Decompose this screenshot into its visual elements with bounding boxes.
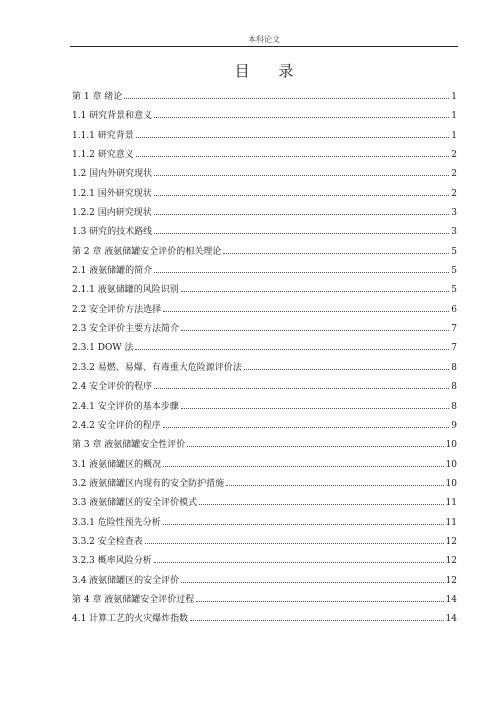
toc-entry-label: 1.1.2 研究意义 — [72, 150, 134, 161]
toc-entry-page: 8 — [451, 401, 457, 412]
toc-entry-page: 1 — [451, 130, 457, 141]
toc-entry-label: 2.3.2 易燃、易爆、有毒重大危险源评价法 — [72, 362, 242, 373]
dot-leader — [135, 341, 449, 350]
toc-entry[interactable] — [72, 361, 457, 380]
toc-entry[interactable] — [72, 419, 457, 438]
dot-leader — [154, 206, 449, 215]
toc-entry[interactable] — [72, 264, 457, 283]
dot-leader — [190, 612, 443, 621]
dot-leader — [145, 535, 444, 544]
toc-entry-page: 5 — [451, 266, 457, 277]
toc-entry-page: 11 — [445, 498, 457, 509]
toc-entry[interactable] — [72, 554, 457, 573]
toc-entry-label: 2.3 安全评价主要方法简介 — [72, 324, 180, 335]
toc-entry-page: 2 — [451, 169, 457, 180]
toc-entry-label: 3.3 液氨储罐区的安全评价模式 — [72, 498, 198, 509]
toc-entry-page: 5 — [451, 285, 457, 296]
dot-leader — [154, 554, 444, 563]
toc-entry-label: 2.3.1 DOW 法 — [72, 343, 134, 354]
dot-leader — [154, 225, 449, 234]
dot-leader — [181, 400, 449, 409]
dot-leader — [154, 380, 449, 389]
dot-leader — [163, 303, 449, 312]
toc-entry[interactable] — [72, 129, 457, 148]
toc-entry-page: 3 — [451, 227, 457, 238]
toc-entry[interactable] — [72, 516, 457, 535]
toc-entry-label: 2.4 安全评价的程序 — [72, 382, 153, 393]
toc-entry[interactable] — [72, 380, 457, 399]
toc-entry-page: 5 — [451, 246, 457, 257]
dot-leader — [199, 496, 443, 505]
toc-title: 目 录 — [234, 62, 306, 80]
toc-entry-label: 2.1.1 液氨储罐的风险识别 — [72, 285, 179, 296]
toc-entry-page: 2 — [451, 188, 457, 199]
toc-entry[interactable] — [72, 612, 457, 631]
toc-entry-page: 8 — [451, 382, 457, 393]
dot-leader — [187, 438, 443, 447]
toc-entry-page: 2 — [451, 150, 457, 161]
toc-entry-page: 14 — [445, 614, 457, 625]
toc-entry[interactable] — [72, 167, 457, 186]
toc-entry-page: 12 — [445, 556, 457, 567]
toc-entry[interactable] — [72, 535, 457, 554]
header-rule — [70, 46, 458, 47]
dot-leader — [226, 477, 443, 486]
dot-leader — [163, 419, 449, 428]
toc-entry[interactable] — [72, 341, 457, 360]
toc-entry[interactable] — [72, 109, 457, 128]
toc-entry-label: 2.4.1 安全评价的基本步骤 — [72, 401, 179, 412]
dot-leader — [163, 516, 444, 525]
dot-leader — [196, 593, 443, 602]
toc-entry-label: 1.1.1 研究背景 — [72, 130, 134, 141]
toc-entry[interactable] — [72, 400, 457, 419]
toc-entry-label: 1.2 国内外研究现状 — [72, 169, 153, 180]
toc-entry-label: 1.3 研究的技术路线 — [72, 227, 153, 238]
toc-entry-label: 2.2 安全评价方法选择 — [72, 304, 162, 315]
toc-entry-label: 第 3 章 液氨储罐安全性评价 — [72, 440, 186, 451]
toc-entry-page: 3 — [451, 208, 457, 219]
toc-entry[interactable] — [72, 496, 457, 515]
toc-entry-page: 10 — [445, 478, 457, 489]
toc-entry-page: 6 — [451, 304, 457, 315]
toc-entry-label: 2.4.2 安全评价的程序 — [72, 420, 161, 431]
toc-entry[interactable] — [72, 477, 457, 496]
toc-entry-label: 2.1 液氨储罐的简介 — [72, 266, 153, 277]
toc-entry[interactable] — [72, 322, 457, 341]
toc-entry-page: 1 — [451, 92, 457, 102]
dot-leader — [181, 574, 443, 583]
toc-entry-page: 10 — [445, 459, 457, 470]
dot-leader — [124, 90, 449, 99]
dot-leader — [136, 148, 449, 157]
dot-leader — [154, 187, 449, 196]
toc-entry-page: 7 — [451, 324, 457, 335]
toc-entry-label: 3.4 液氨储罐区的安全评价 — [72, 575, 180, 586]
toc-entry-label: 4.1 计算工艺的火灾爆炸指数 — [72, 614, 189, 625]
toc-entry-label: 3.2.3 概率风险分析 — [72, 556, 152, 567]
dot-leader — [163, 458, 443, 467]
toc-entry[interactable] — [72, 593, 457, 612]
dot-leader — [154, 109, 449, 118]
toc-entry-label: 3.3.1 危险性预先分析 — [72, 517, 161, 528]
dot-leader — [244, 361, 449, 370]
toc-entry-label: 1.2.1 国外研究现状 — [72, 188, 152, 199]
dot-leader — [223, 245, 449, 254]
toc-entry-page: 1 — [451, 111, 457, 122]
toc-entry-page: 11 — [445, 517, 457, 528]
toc-entry[interactable] — [72, 574, 457, 593]
toc-entry-page: 12 — [445, 536, 457, 547]
toc-entry-page: 12 — [445, 575, 457, 586]
toc-entry-label: 1.1 研究背景和意义 — [72, 111, 153, 122]
toc-entry-page: 14 — [445, 594, 457, 605]
dot-leader — [154, 264, 449, 273]
toc-entry[interactable] — [72, 90, 457, 109]
dot-leader — [136, 129, 449, 138]
toc-entry[interactable] — [72, 187, 457, 206]
toc-entry-page: 7 — [451, 343, 457, 354]
toc-entry-label: 3.1 液氨储罐区的概况 — [72, 459, 162, 470]
toc-entry-label: 第 2 章 液氨储罐安全评价的相关理论 — [72, 246, 222, 257]
toc-entry-page: 9 — [451, 420, 457, 431]
toc-entry[interactable] — [72, 438, 457, 457]
toc-entry-label: 1.2.2 国内研究现状 — [72, 208, 152, 219]
toc-entry[interactable] — [72, 245, 457, 264]
toc-entry-label: 第 4 章 液氨储罐安全评价过程 — [72, 594, 195, 605]
toc-entry[interactable] — [72, 303, 457, 322]
toc-list — [72, 90, 457, 632]
toc-entry-page: 10 — [445, 440, 457, 451]
dot-leader — [154, 167, 449, 176]
toc-entry-label: 第 1 章 绪论 — [72, 92, 123, 102]
toc-entry[interactable] — [72, 206, 457, 225]
toc-entry[interactable] — [72, 148, 457, 167]
toc-entry-label: 3.2 液氨储罐区内现有的安全防护措施 — [72, 478, 225, 489]
running-header: 本科论文 — [248, 35, 280, 44]
toc-entry-label: 3.3.2 安全检查表 — [72, 536, 143, 547]
toc-entry[interactable] — [72, 458, 457, 477]
dot-leader — [181, 322, 449, 331]
dot-leader — [181, 283, 449, 292]
toc-entry[interactable] — [72, 283, 457, 302]
toc-entry[interactable] — [72, 225, 457, 244]
toc-entry-page: 8 — [451, 362, 457, 373]
